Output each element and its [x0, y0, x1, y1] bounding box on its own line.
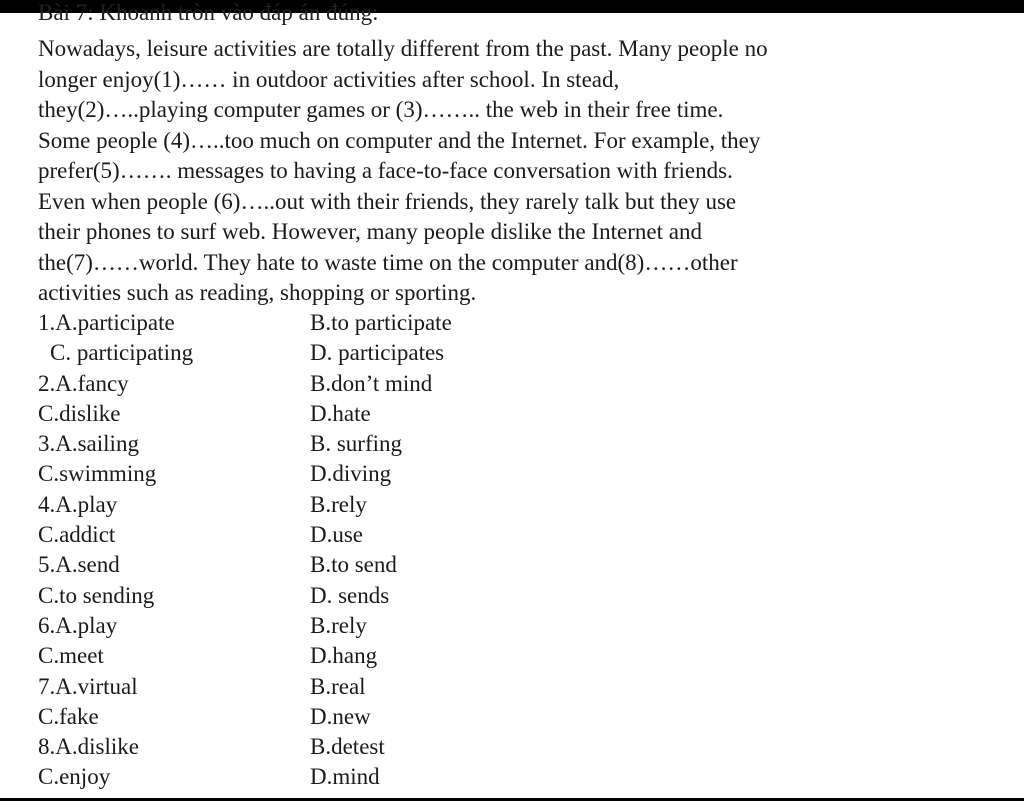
option-right: B. surfing: [310, 431, 402, 457]
option-row: [38, 672, 738, 702]
option-row: [38, 611, 738, 641]
option-row: [38, 338, 738, 368]
option-right: D.hate: [310, 400, 371, 426]
option-left: C.dislike: [38, 400, 121, 426]
passage-line: their phones to surf web. However, many people dislike the Internet and: [38, 219, 702, 244]
option-row: [38, 399, 738, 429]
passage-line: Nowadays, leisure activities are totally different from the past. Many people no: [38, 36, 768, 61]
passage: [38, 34, 938, 309]
option-right: B.to send: [310, 552, 397, 578]
option-right: D. sends: [310, 582, 390, 608]
option-row: [38, 490, 738, 520]
option-row: [38, 308, 738, 338]
option-right: D.mind: [310, 764, 380, 790]
option-row: [38, 641, 738, 671]
answer-options: [38, 308, 738, 793]
option-left: C. participating: [50, 340, 194, 366]
option-right: D.use: [310, 522, 364, 548]
option-right: D.diving: [310, 461, 392, 487]
option-right: B.to participate: [310, 310, 452, 335]
option-row: [38, 459, 738, 489]
passage-line: Some people (4)…..too much on computer and the Internet. For example, they: [38, 127, 761, 153]
option-left: C.to sending: [38, 582, 155, 608]
option-row: [38, 581, 738, 611]
option-row: [38, 520, 738, 550]
passage-line: longer enjoy(1)…… in outdoor activities after school. In stead,: [38, 66, 620, 92]
option-right: B.don’t mind: [310, 370, 433, 396]
option-right: B.rely: [310, 491, 367, 517]
option-right: B.real: [310, 673, 366, 699]
option-left: 2.A.fancy: [38, 370, 129, 396]
option-right: D.hang: [310, 643, 378, 669]
option-left: C.addict: [38, 522, 116, 548]
option-right: B.detest: [310, 734, 385, 760]
option-left: 6.A.play: [38, 612, 118, 638]
option-right: D.new: [310, 703, 371, 729]
option-left: 1.A.participate: [38, 310, 175, 335]
passage-line: they(2)…..playing computer games or (3)…….. the web in their free time.: [38, 97, 724, 122]
option-left: C.swimming: [38, 461, 157, 487]
exercise-heading: Bài 7: Khoanh tròn vào đáp án đúng:: [38, 0, 379, 25]
option-row: [38, 732, 738, 762]
passage-line: activities such as reading, shopping or sporting.: [38, 280, 477, 305]
option-row: [38, 550, 738, 580]
passage-line: prefer(5)……. messages to having a face-to-face conversation with friends.: [38, 158, 733, 183]
option-left: 3.A.sailing: [38, 431, 139, 457]
option-left: C.enjoy: [38, 764, 111, 790]
option-right: B.rely: [310, 612, 367, 638]
option-left: 4.A.play: [38, 491, 118, 517]
passage-line: the(7)……world. They hate to waste time on the computer and(8)……other: [38, 249, 738, 275]
option-row: [38, 369, 738, 399]
option-row: [38, 429, 738, 459]
option-right: D. participates: [310, 340, 445, 366]
option-left: C.fake: [38, 703, 99, 729]
option-left: C.meet: [38, 643, 104, 669]
option-row: [38, 762, 738, 792]
option-row: [38, 702, 738, 732]
option-left: 8.A.dislike: [38, 734, 139, 760]
option-left: 5.A.send: [38, 552, 120, 578]
passage-line: Even when people (6)…..out with their friends, they rarely talk but they use: [38, 188, 737, 214]
option-left: 7.A.virtual: [38, 673, 138, 699]
